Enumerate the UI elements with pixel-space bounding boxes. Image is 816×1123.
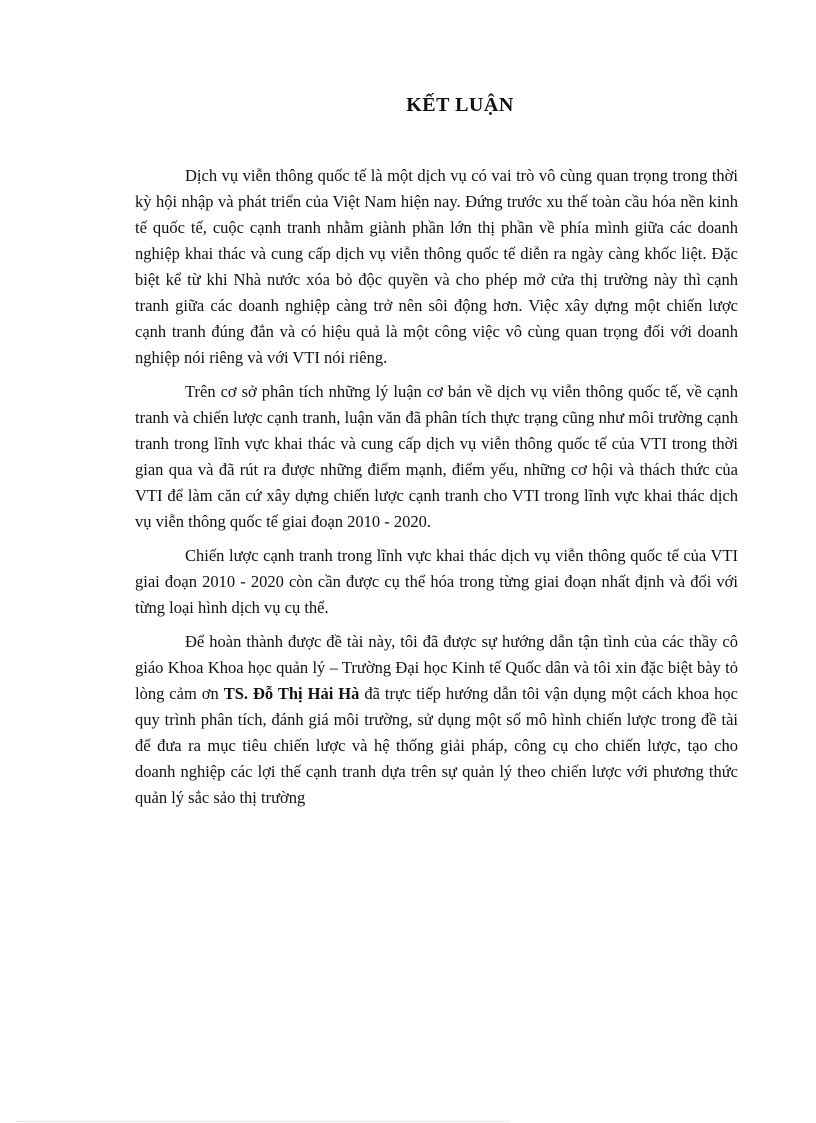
paragraph-4-text-after: đã trực tiếp hướng dẫn tôi vận dụng một cách khoa học quy trình phân tích, đánh giá môi trường, sử dụng một số mô hình chiến lược trong đề tài để đưa ra mục tiêu chiến lược và hệ thống giải pháp, công cụ cho chiến lược, tạo cho doanh nghiệp các lợi thế cạnh tranh dựa trên sự quản lý theo chiến lược với phương thức quản lý sắc sảo thị trường	[135, 684, 738, 807]
paragraph-1: Dịch vụ viễn thông quốc tế là một dịch vụ có vai trò vô cùng quan trọng trong thời kỳ hội nhập và phát triển của Việt Nam hiện nay. Đứng trước xu thế toàn cầu hóa nền kinh tế quốc tế, cuộc cạnh tranh nhằm giành phần lớn thị phần về phía mình giữa các doanh nghiệp khai thác và cung cấp dịch vụ viễn thông quốc tế diễn ra ngày càng khốc liệt. Đặc biệt kể từ khi Nhà nước xóa bỏ độc quyền và cho phép mở cửa thị trường này thì cạnh tranh giữa các doanh nghiệp càng trở nên sôi động hơn. Việc xây dựng một chiến lược cạnh tranh đúng đắn và có hiệu quả là một công việc vô cùng quan trọng đối với doanh nghiệp nói riêng và với VTI nói riêng.	[135, 166, 738, 367]
paragraph-3: Chiến lược cạnh tranh trong lĩnh vực khai thác dịch vụ viễn thông quốc tế của VTI giai đoạn 2010 - 2020 còn cần được cụ thể hóa trong từng giai đoạn nhất định và đối với từng loại hình dịch vụ cụ thể.	[135, 546, 738, 617]
advisor-name: TS. Đỗ Thị Hải Hà	[223, 684, 360, 703]
paragraph-2: Trên cơ sở phân tích những lý luận cơ bản về dịch vụ viễn thông quốc tế, về cạnh tranh và chiến lược cạnh tranh, luận văn đã phân tích thực trạng cũng như môi trường cạnh tranh trong lĩnh vực khai thác và cung cấp dịch vụ viễn thông quốc tế của VTI trong thời gian qua và đã rút ra được những điểm mạnh, điểm yếu, những cơ hội và thách thức của VTI để làm căn cứ xây dựng chiến lược cạnh tranh cho VTI trong lĩnh vực khai thác dịch vụ viễn thông quốc tế giai đoạn 2010 - 2020.	[135, 382, 738, 531]
document-body	[135, 163, 738, 819]
paragraph-4-text-before: Để hoàn thành được đề tài này, tôi đã được sự hướng dẫn tận tình của các thầy cô giáo Khoa Khoa học quản lý – Trường Đại học Kinh tế Quốc dân và tôi xin đặc biệt bày tỏ lòng cảm ơn	[135, 632, 738, 703]
page-title: KẾT LUẬN	[406, 94, 514, 116]
paragraph-4	[135, 629, 738, 811]
page-boundary-divider	[16, 1121, 508, 1122]
